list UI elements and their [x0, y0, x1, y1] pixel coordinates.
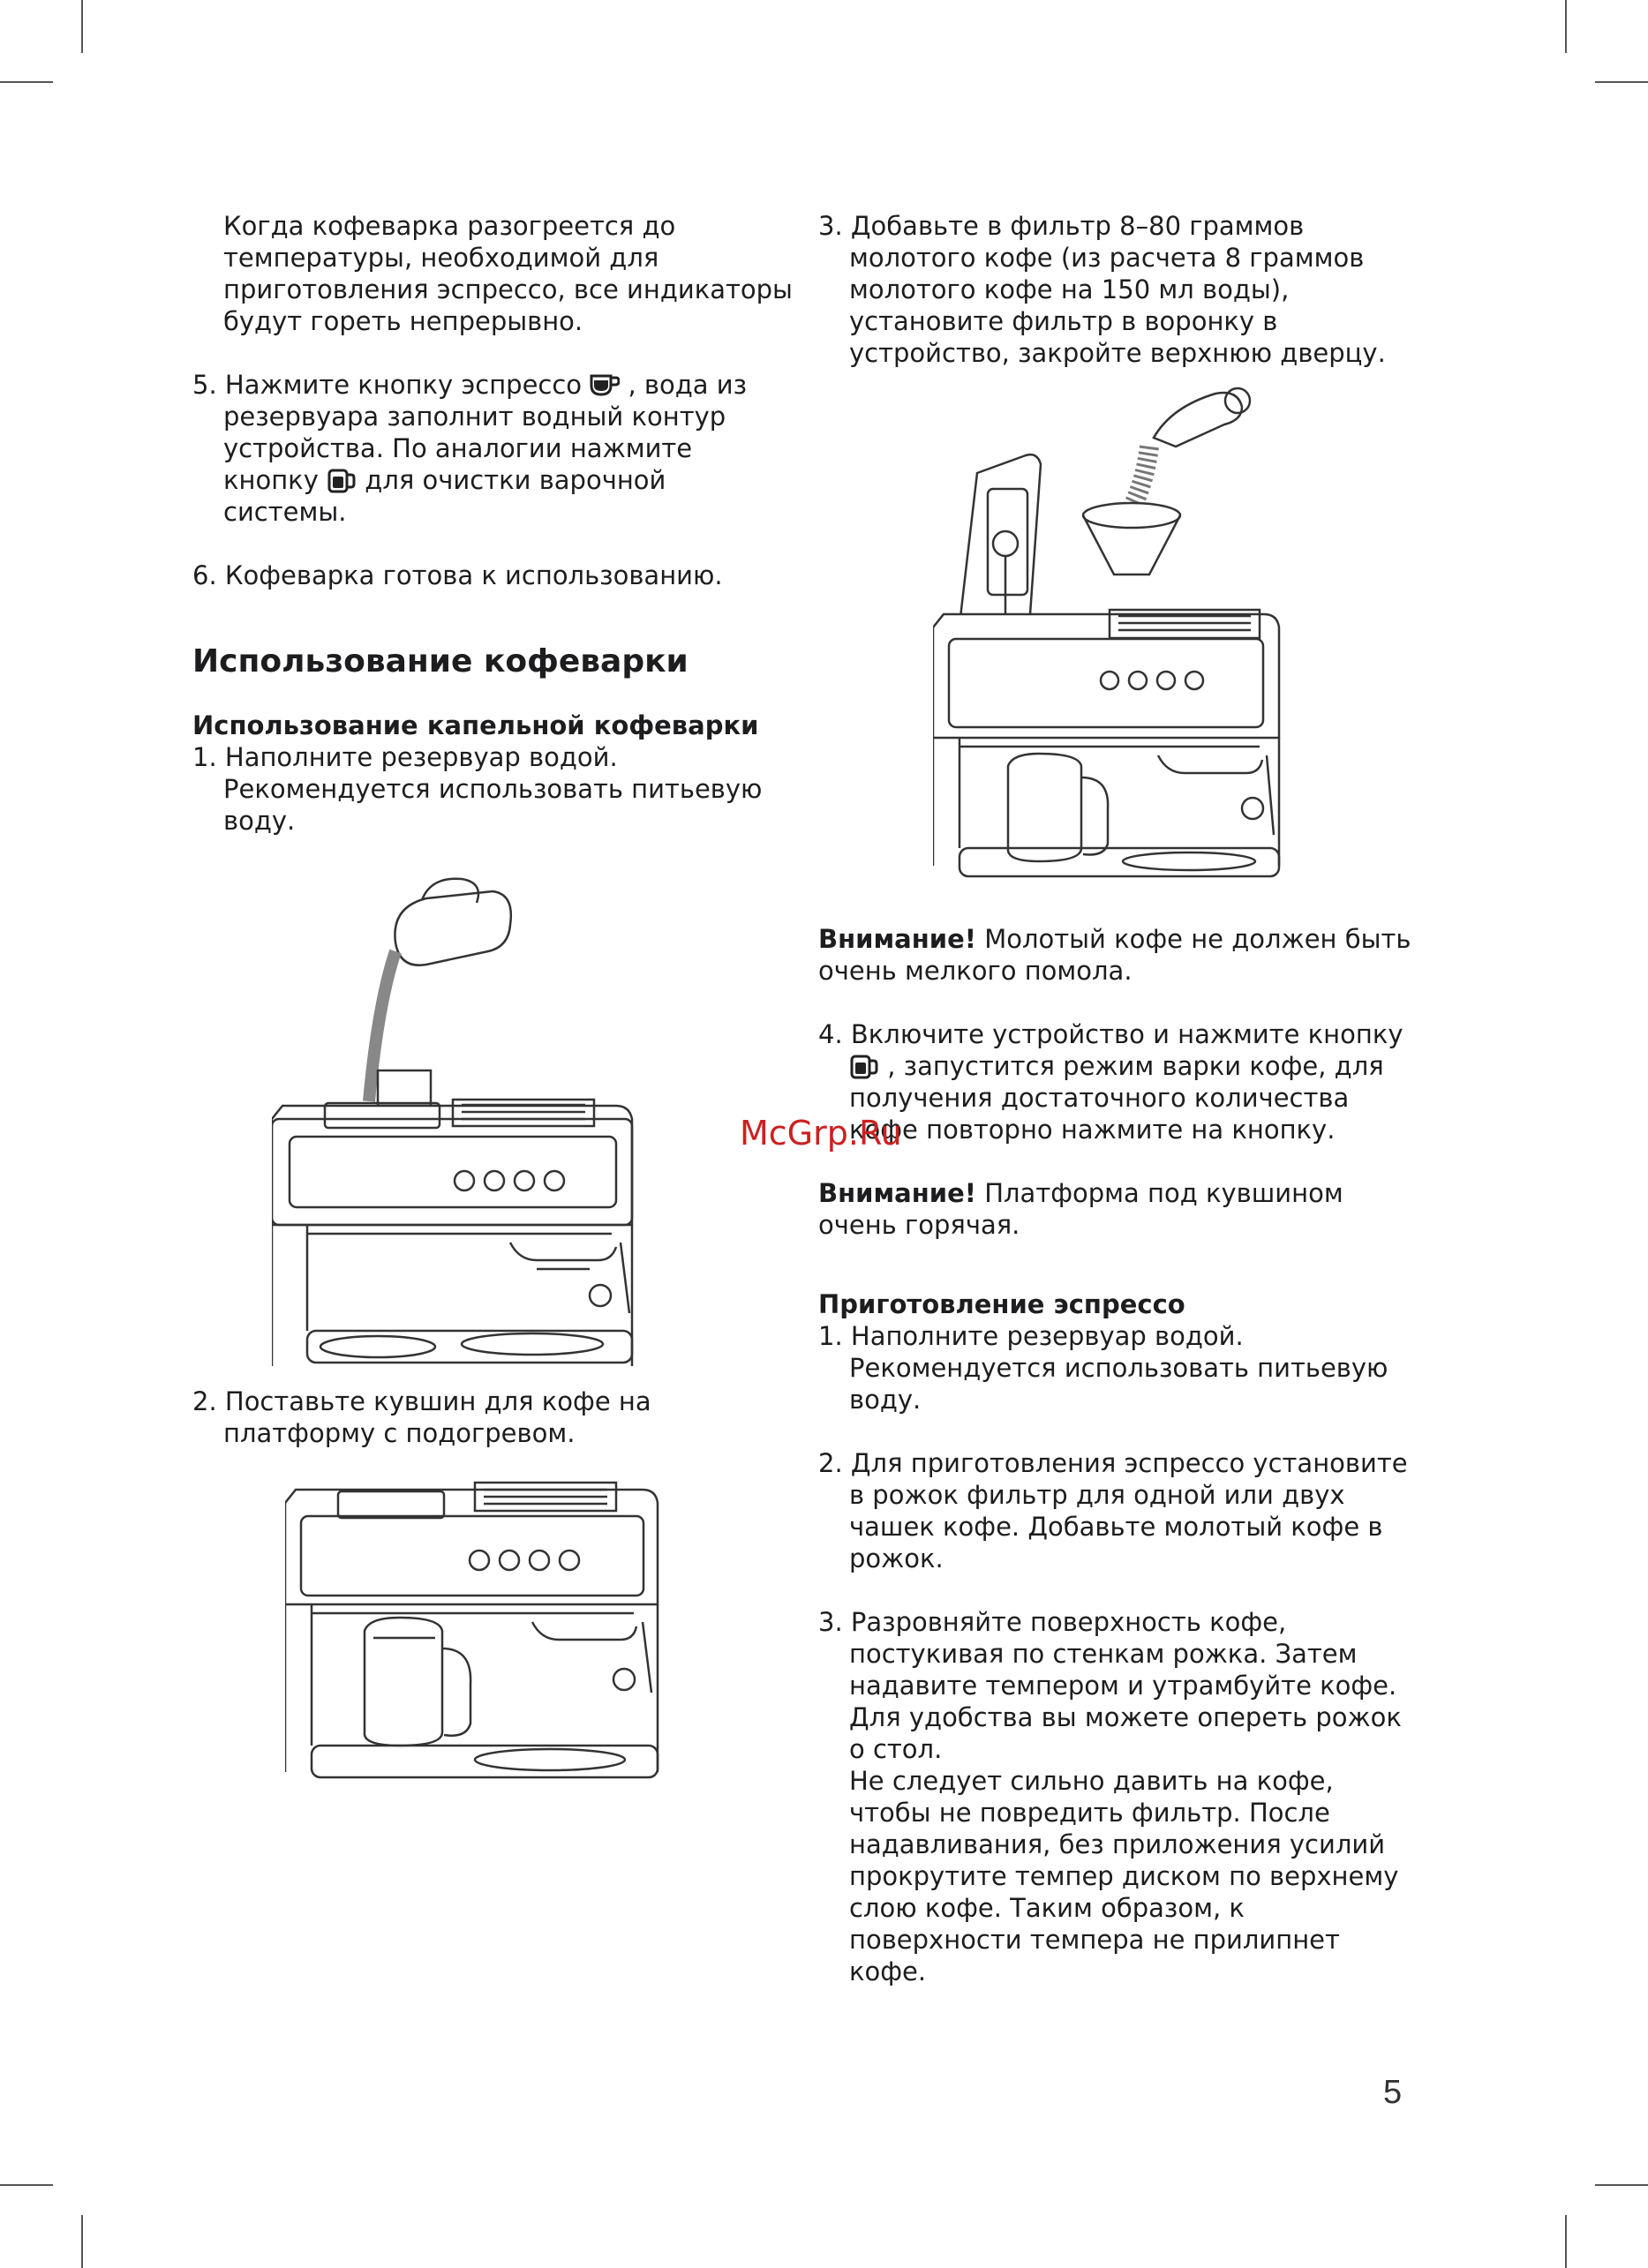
section-heading: Использование кофеварки: [192, 643, 689, 680]
crop-mark: [1565, 2215, 1567, 2268]
watermark: McGrp.Ru: [740, 1114, 902, 1153]
drip-step-3: 3. Добавьте в фильтр 8–80 граммов молотого кофе (из расчета 8 граммов молотого кофе на 150 мл воды), установите фильтр в воронку в устройство, закройте верхнюю дверцу.: [818, 211, 1386, 368]
espresso-subheading: Приготовление эспрессо: [818, 1289, 1185, 1319]
warning-text: Платформа под кувшином очень горячая.: [818, 1178, 1343, 1240]
step-4-start: 4. Включите устройство и нажмите кнопку: [818, 1019, 1403, 1049]
warning-label: Внимание!: [818, 924, 976, 954]
drip-subheading: Использование капельной кофеварки: [192, 710, 759, 740]
step-5: [192, 369, 793, 528]
step-5-middle: , вода из резервуара заполнит водный контур устройства. По аналогии нажмите кнопку: [223, 370, 748, 495]
step-5-end: для очистки варочной системы.: [223, 465, 666, 527]
warning-text: Молотый кофе не должен быть очень мелкого помола.: [818, 924, 1411, 986]
crop-mark: [81, 2215, 83, 2268]
crop-mark: [1565, 0, 1567, 53]
add-coffee-filter-illustration: [933, 385, 1286, 879]
crop-mark: [0, 81, 53, 83]
crop-mark: [1595, 2184, 1648, 2186]
pour-water-illustration: [272, 872, 766, 1366]
warning-hot-platform: [818, 1177, 1418, 1241]
coffee-jug-icon: [849, 1055, 879, 1079]
espresso-step-2: 2. Для приготовления эспрессо установите в рожок фильтр для одной или двух чашек кофе. Добавьте молотый кофе в рожок.: [818, 1448, 1408, 1573]
right-column: [818, 210, 1418, 1987]
step-6: 6. Кофеварка готова к использованию.: [192, 560, 723, 590]
warning-label: Внимание!: [818, 1178, 976, 1208]
crop-mark: [0, 2184, 53, 2186]
crop-mark: [1595, 81, 1648, 83]
jug-on-platform-illustration: [285, 1481, 691, 1825]
espresso-step-3-note: Не следует сильно давить на кофе, чтобы не повредить фильтр. После надавливания, без приложения усилий прокрутите темпер диском по верхнему слою кофе. Таким образом, к поверхности темпера не прилипнет кофе.: [849, 1766, 1399, 1986]
step-5-start: 5. Нажмите кнопку эспрессо: [192, 370, 583, 400]
step-4-end: , запустится режим варки кофе, для получения достаточного количества кофе повторно нажмите на кнопку.: [849, 1051, 1384, 1145]
espresso-cup-icon: [590, 373, 620, 398]
left-column: [192, 210, 793, 1825]
drip-step-2: 2. Поставьте кувшин для кофе на платформу с подогревом.: [192, 1386, 651, 1448]
crop-mark: [81, 0, 83, 53]
drip-step-4: [818, 1018, 1418, 1145]
espresso-step-3: 3. Разровняйте поверхность кофе, постукивая по стенкам рожка. Затем надавите темпером и утрамбуйте кофе. Для удобства вы можете опереть рожок о стол.: [818, 1607, 1402, 1764]
drip-step-1: 1. Наполните резервуар водой. Рекомендуется использовать питьевую воду.: [192, 742, 763, 836]
preheat-text: Когда кофеварка разогреется до температуры, необходимой для приготовления эспрессо, все индикаторы будут гореть непрерывно.: [223, 211, 793, 336]
coffee-jug-icon: [327, 469, 357, 493]
warning-grind: [818, 923, 1418, 987]
espresso-step-1: 1. Наполните резервуар водой. Рекомендуется использовать питьевую воду.: [818, 1321, 1388, 1415]
page-number: 5: [1383, 2074, 1403, 2111]
